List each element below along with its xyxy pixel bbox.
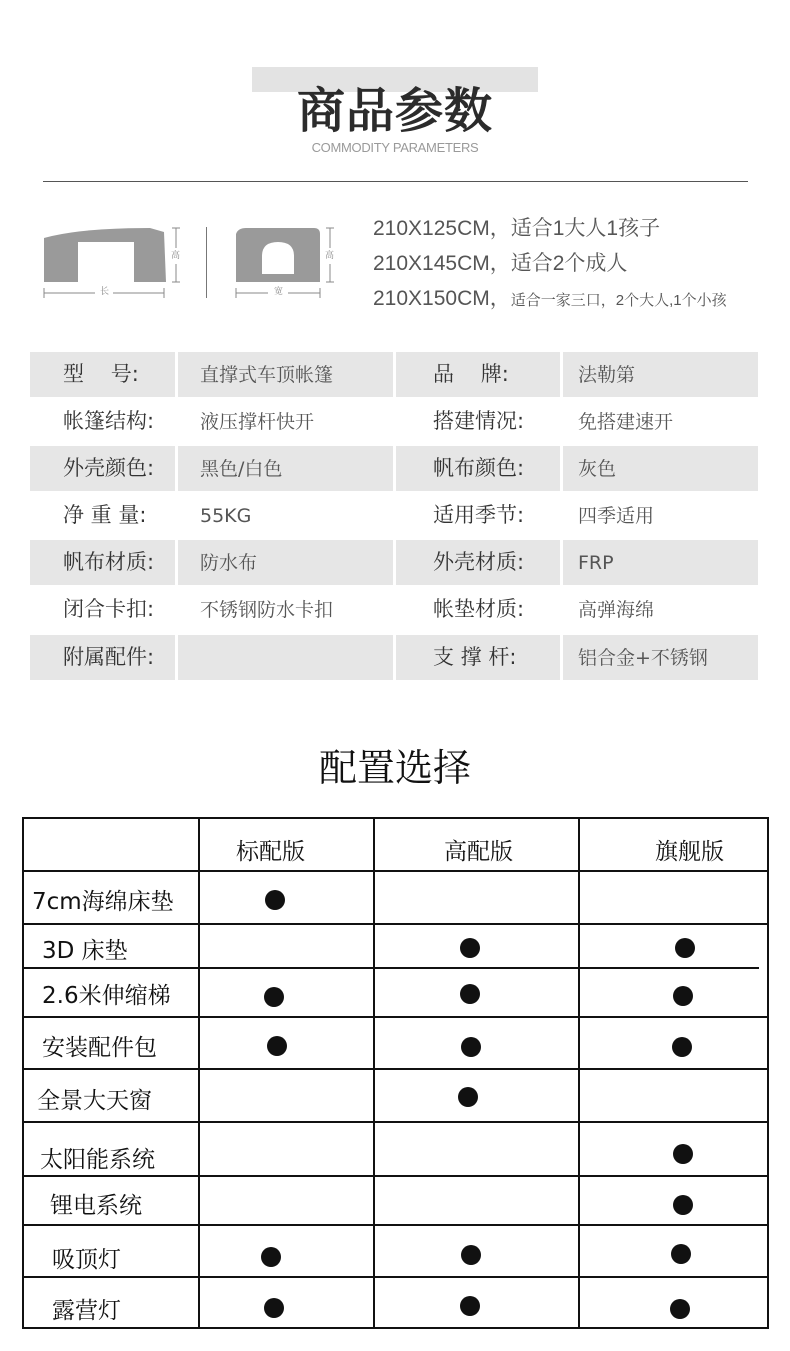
config-title: 配置选择 bbox=[318, 746, 471, 790]
grid-line bbox=[24, 1121, 767, 1123]
param-label: 外壳颜色: bbox=[30, 446, 175, 491]
included-dot bbox=[673, 986, 693, 1006]
feature-label: 露营灯 bbox=[52, 1298, 121, 1324]
param-value: 黑色/白色 bbox=[178, 446, 393, 491]
grid-line bbox=[198, 819, 200, 1327]
included-dot bbox=[460, 984, 480, 1004]
feature-label: 全景大天窗 bbox=[37, 1088, 152, 1114]
length-label: 长 bbox=[100, 287, 110, 297]
size-line-2 bbox=[373, 247, 627, 277]
grid-line bbox=[24, 1276, 767, 1278]
size-desc: 适合一家三口，2个大人,1个小孩 bbox=[510, 292, 727, 309]
feature-label: 吸顶灯 bbox=[52, 1247, 121, 1273]
included-dot bbox=[264, 1298, 284, 1318]
included-dot bbox=[672, 1037, 692, 1057]
size-line-1 bbox=[373, 212, 660, 242]
grid-line bbox=[24, 1224, 767, 1226]
param-value: 不锈钢防水卡扣 bbox=[200, 599, 334, 621]
param-label: 净 重 量: bbox=[63, 503, 147, 527]
included-dot bbox=[460, 1296, 480, 1316]
param-value: 铝合金+不锈钢 bbox=[563, 635, 758, 680]
config-table bbox=[22, 817, 769, 1329]
grid-line bbox=[24, 1175, 767, 1177]
grid-line bbox=[24, 1068, 767, 1070]
param-value: 四季适用 bbox=[578, 505, 655, 527]
included-dot bbox=[265, 890, 285, 910]
side-view-diagram bbox=[40, 222, 190, 302]
param-label: 附属配件: bbox=[30, 635, 175, 680]
header-divider bbox=[43, 181, 748, 182]
feature-label: 安装配件包 bbox=[42, 1035, 157, 1061]
param-label: 帐垫材质: bbox=[433, 597, 525, 621]
param-value: 法勒第 bbox=[563, 352, 758, 397]
size-dims: 210X150CM， bbox=[373, 287, 511, 310]
included-dot bbox=[461, 1245, 481, 1265]
front-view-door bbox=[262, 242, 294, 274]
param-value: 灰色 bbox=[563, 446, 758, 491]
feature-label: 锂电系统 bbox=[50, 1193, 142, 1219]
grid-line bbox=[24, 923, 767, 925]
param-label: 外壳材质: bbox=[396, 540, 560, 585]
param-label: 帐篷结构: bbox=[63, 409, 155, 433]
included-dot bbox=[671, 1244, 691, 1264]
param-value: 防水布 bbox=[178, 540, 393, 585]
page-title: 商品参数 bbox=[296, 83, 493, 139]
size-desc: 适合1大人1孩子 bbox=[510, 217, 661, 240]
param-row bbox=[30, 399, 758, 444]
param-label: 品 牌: bbox=[396, 352, 560, 397]
param-value bbox=[178, 635, 393, 680]
param-row bbox=[30, 352, 758, 397]
column-header-premium: 高配版 bbox=[444, 839, 513, 865]
grid-line bbox=[24, 1016, 767, 1018]
included-dot bbox=[675, 938, 695, 958]
feature-label: 3D 床垫 bbox=[42, 938, 128, 964]
grid-line bbox=[578, 819, 580, 1327]
feature-label: 太阳能系统 bbox=[40, 1147, 155, 1173]
included-dot bbox=[460, 938, 480, 958]
size-line-3 bbox=[373, 282, 727, 312]
column-header-flagship: 旗舰版 bbox=[655, 839, 724, 865]
param-value: 液压撑杆快开 bbox=[200, 411, 315, 433]
included-dot bbox=[267, 1036, 287, 1056]
param-row bbox=[30, 446, 758, 491]
param-value: 免搭建速开 bbox=[578, 411, 674, 433]
param-row bbox=[30, 540, 758, 585]
width-label: 宽 bbox=[274, 287, 284, 297]
grid-line bbox=[24, 967, 759, 969]
included-dot bbox=[261, 1247, 281, 1267]
diagram-divider bbox=[206, 227, 207, 298]
feature-label: 7cm海绵床垫 bbox=[32, 889, 174, 915]
page-subtitle: COMMODITY PARAMETERS bbox=[311, 140, 479, 155]
param-label: 支 撑 杆: bbox=[396, 635, 560, 680]
height-label-1: 高 bbox=[171, 251, 181, 261]
included-dot bbox=[461, 1037, 481, 1057]
param-label: 型 号: bbox=[30, 352, 175, 397]
included-dot bbox=[670, 1299, 690, 1319]
grid-line bbox=[373, 819, 375, 1327]
included-dot bbox=[264, 987, 284, 1007]
grid-line bbox=[24, 870, 767, 872]
front-view-diagram bbox=[234, 222, 344, 302]
side-view-window bbox=[78, 242, 134, 282]
param-row bbox=[30, 493, 758, 538]
included-dot bbox=[673, 1144, 693, 1164]
param-label: 帆布颜色: bbox=[396, 446, 560, 491]
param-label: 搭建情况: bbox=[433, 409, 525, 433]
included-dot bbox=[673, 1195, 693, 1215]
param-value: 55KG bbox=[200, 505, 252, 527]
param-value: 直撑式车顶帐篷 bbox=[178, 352, 393, 397]
size-dims: 210X145CM， bbox=[373, 252, 511, 275]
feature-label: 2.6米伸缩梯 bbox=[42, 983, 171, 1009]
param-label: 适用季节: bbox=[433, 503, 525, 527]
param-value: FRP bbox=[563, 540, 758, 585]
param-row bbox=[30, 635, 758, 680]
included-dot bbox=[458, 1087, 478, 1107]
height-label-2: 高 bbox=[325, 251, 335, 261]
param-label: 闭合卡扣: bbox=[63, 597, 155, 621]
size-dims: 210X125CM， bbox=[373, 217, 511, 240]
size-desc: 适合2个成人 bbox=[510, 252, 628, 275]
column-header-standard: 标配版 bbox=[236, 839, 305, 865]
param-row bbox=[30, 587, 758, 632]
param-value: 高弹海绵 bbox=[578, 599, 655, 621]
param-label: 帆布材质: bbox=[30, 540, 175, 585]
